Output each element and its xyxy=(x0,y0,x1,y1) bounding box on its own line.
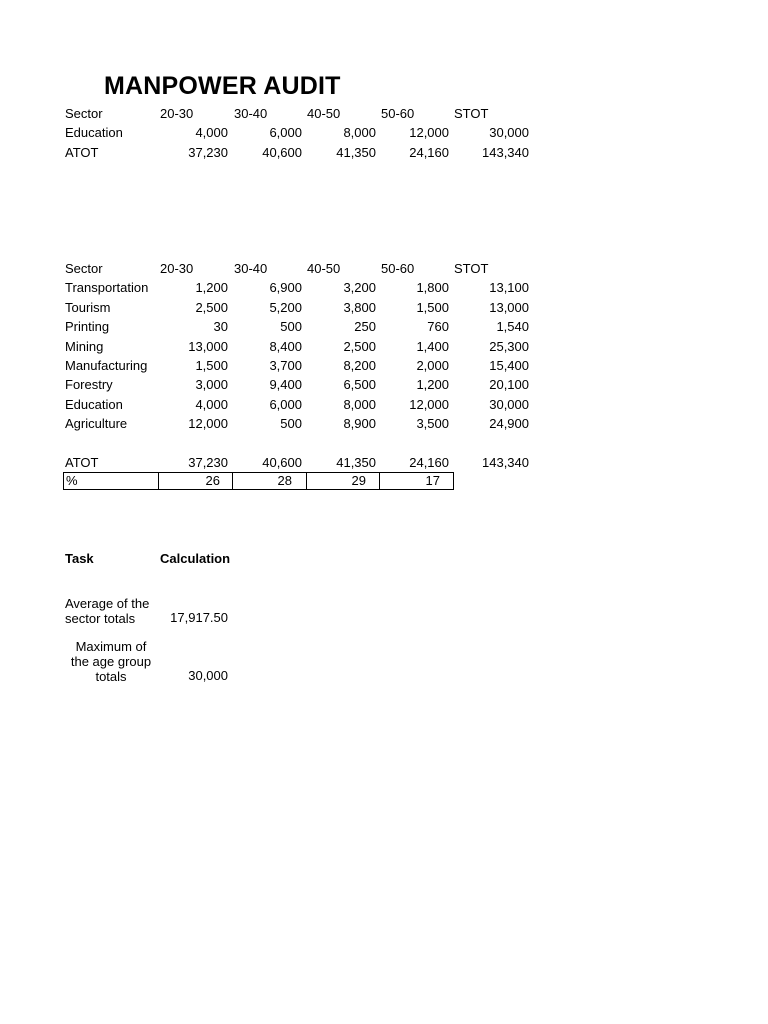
cell-value[interactable]: 6,000 xyxy=(269,125,302,140)
header-40-50[interactable]: 40-50 xyxy=(307,106,341,121)
cell-sector[interactable]: Manufacturing xyxy=(65,358,148,373)
cell-value[interactable]: 3,700 xyxy=(269,358,302,373)
cell-value[interactable]: 41,350 xyxy=(336,455,376,470)
main-header-row xyxy=(0,259,768,278)
cell-value[interactable]: 24,160 xyxy=(409,455,449,470)
task-label-line: Maximum of xyxy=(75,639,147,654)
cell-value[interactable]: 2,000 xyxy=(416,358,449,373)
cell-sector[interactable]: Forestry xyxy=(65,377,113,392)
cell-value[interactable]: 500 xyxy=(280,416,302,431)
cell-value[interactable]: 1,540 xyxy=(496,319,529,334)
cell-value[interactable]: 143,340 xyxy=(482,145,529,160)
task-label-line: sector totals xyxy=(65,611,136,626)
cell-value[interactable]: 40,600 xyxy=(262,455,302,470)
cell-value[interactable]: 3,200 xyxy=(343,280,376,295)
cell-value[interactable]: 2,500 xyxy=(195,300,228,315)
header-50-60[interactable]: 50-60 xyxy=(381,261,415,276)
cell-value[interactable]: 15,400 xyxy=(489,358,529,373)
summary-row xyxy=(0,123,768,142)
percent-cell[interactable]: 26 xyxy=(158,472,233,490)
task-label-line: the age group xyxy=(70,654,152,669)
cell-value[interactable]: 20,100 xyxy=(489,377,529,392)
cell-value[interactable]: 5,200 xyxy=(269,300,302,315)
task-value-maximum[interactable]: 30,000 xyxy=(188,668,228,683)
total-row xyxy=(0,453,768,472)
cell-sector[interactable]: Education xyxy=(65,125,123,140)
task-label-line: Average of the xyxy=(65,596,150,611)
header-20-30[interactable]: 20-30 xyxy=(160,106,194,121)
cell-value[interactable]: 4,000 xyxy=(195,125,228,140)
percent-cell[interactable]: 29 xyxy=(306,472,380,490)
cell-value[interactable]: 1,200 xyxy=(195,280,228,295)
cell-value[interactable]: 37,230 xyxy=(188,455,228,470)
table-row xyxy=(0,298,768,317)
sheet-title: MANPOWER AUDIT xyxy=(104,72,341,100)
header-30-40[interactable]: 30-40 xyxy=(234,261,268,276)
cell-sector[interactable]: Agriculture xyxy=(65,416,128,431)
cell-value[interactable]: 12,000 xyxy=(409,397,449,412)
summary-header-row xyxy=(0,104,768,123)
cell-value[interactable]: 13,000 xyxy=(489,300,529,315)
cell-sector[interactable]: Mining xyxy=(65,339,104,354)
cell-value[interactable]: 24,160 xyxy=(409,145,449,160)
cell-value[interactable]: 24,900 xyxy=(489,416,529,431)
cell-value[interactable]: 8,900 xyxy=(343,416,376,431)
calculation-header[interactable]: Calculation xyxy=(160,551,231,566)
table-row xyxy=(0,317,768,336)
cell-value[interactable]: 3,800 xyxy=(343,300,376,315)
cell-value[interactable]: 12,000 xyxy=(188,416,228,431)
cell-value[interactable]: 8,200 xyxy=(343,358,376,373)
header-30-40[interactable]: 30-40 xyxy=(234,106,268,121)
cell-value[interactable]: 3,500 xyxy=(416,416,449,431)
cell-sector[interactable]: Transportation xyxy=(65,280,149,295)
cell-value[interactable]: 1,800 xyxy=(416,280,449,295)
cell-value[interactable]: 25,300 xyxy=(489,339,529,354)
percent-label-cell[interactable]: % xyxy=(63,472,159,490)
summary-row xyxy=(0,143,768,162)
cell-value[interactable]: 1,400 xyxy=(416,339,449,354)
header-40-50[interactable]: 40-50 xyxy=(307,261,341,276)
header-sector[interactable]: Sector xyxy=(65,106,103,121)
table-row xyxy=(0,395,768,414)
cell-value[interactable]: 41,350 xyxy=(336,145,376,160)
cell-sector[interactable]: ATOT xyxy=(65,145,99,160)
cell-value[interactable]: 9,400 xyxy=(269,377,302,392)
cell-value[interactable]: 12,000 xyxy=(409,125,449,140)
table-row xyxy=(0,414,768,433)
cell-value[interactable]: 13,100 xyxy=(489,280,529,295)
task-label-line: totals xyxy=(95,669,127,684)
task-label-average[interactable] xyxy=(65,596,149,626)
cell-value[interactable]: 1,500 xyxy=(195,358,228,373)
cell-value[interactable]: 4,000 xyxy=(195,397,228,412)
table-row xyxy=(0,337,768,356)
cell-value[interactable]: 13,000 xyxy=(188,339,228,354)
cell-value[interactable]: 40,600 xyxy=(262,145,302,160)
cell-value[interactable]: 1,500 xyxy=(416,300,449,315)
header-stot[interactable]: STOT xyxy=(454,261,489,276)
cell-value[interactable]: 8,000 xyxy=(343,397,376,412)
cell-value[interactable]: 1,200 xyxy=(416,377,449,392)
cell-value[interactable]: 6,000 xyxy=(269,397,302,412)
cell-sector[interactable]: Tourism xyxy=(65,300,111,315)
cell-value[interactable]: 760 xyxy=(427,319,449,334)
percent-cell[interactable]: 28 xyxy=(232,472,307,490)
header-sector[interactable]: Sector xyxy=(65,261,103,276)
cell-value[interactable]: 8,000 xyxy=(343,125,376,140)
cell-value[interactable]: 30,000 xyxy=(489,397,529,412)
percent-cell[interactable]: 17 xyxy=(379,472,454,490)
cell-value[interactable]: 143,340 xyxy=(482,455,529,470)
task-value-average[interactable]: 17,917.50 xyxy=(170,610,228,625)
cell-value[interactable]: 30 xyxy=(213,319,228,334)
cell-value[interactable]: 8,400 xyxy=(269,339,302,354)
cell-value[interactable]: 250 xyxy=(354,319,376,334)
table-row xyxy=(0,278,768,297)
cell-value[interactable]: 30,000 xyxy=(489,125,529,140)
cell-sector[interactable]: Printing xyxy=(65,319,110,334)
table-row xyxy=(0,356,768,375)
task-header[interactable]: Task xyxy=(65,551,94,566)
cell-value[interactable]: 500 xyxy=(280,319,302,334)
header-20-30[interactable]: 20-30 xyxy=(160,261,194,276)
task-label-maximum[interactable] xyxy=(65,639,157,684)
table-row xyxy=(0,375,768,394)
cell-value[interactable]: 6,500 xyxy=(343,377,376,392)
cell-value[interactable]: 37,230 xyxy=(188,145,228,160)
cell-value[interactable]: 2,500 xyxy=(343,339,376,354)
header-50-60[interactable]: 50-60 xyxy=(381,106,415,121)
cell-sector[interactable]: ATOT xyxy=(65,455,99,470)
cell-value[interactable]: 6,900 xyxy=(269,280,302,295)
header-stot[interactable]: STOT xyxy=(454,106,489,121)
cell-value[interactable]: 3,000 xyxy=(195,377,228,392)
cell-sector[interactable]: Education xyxy=(65,397,123,412)
